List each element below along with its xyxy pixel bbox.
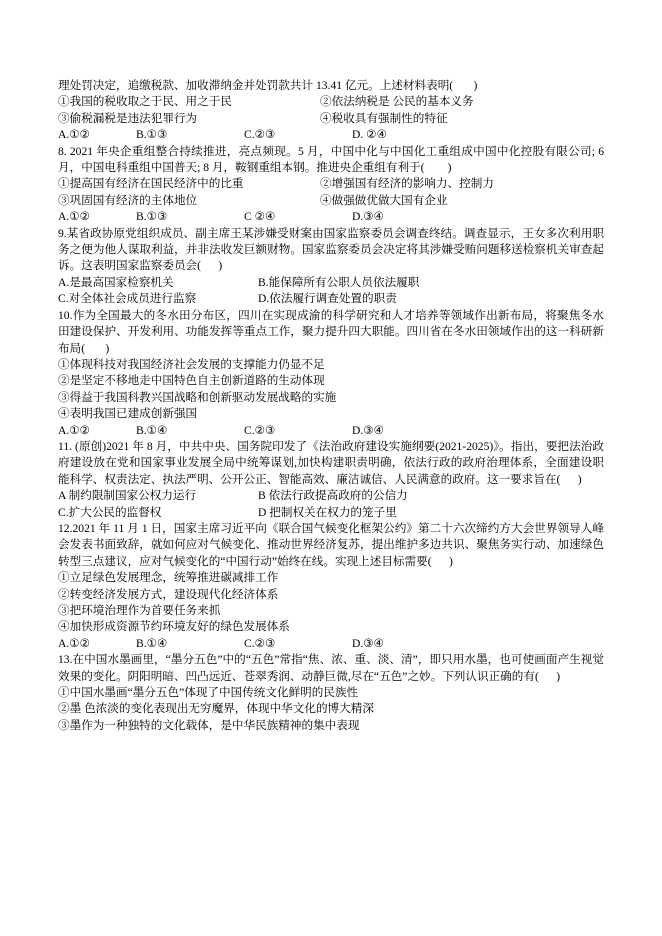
question-9-stem: 9.某省政协原党组织成员、副主席王某涉嫌受财案由国家监察委员会调查终结。调查显示，王女多次利用职务之便为他人谋取利益，并非法收发巨额财物。国家监察委员会决定将其涉嫌受贿问题移送检察机关审查起诉。这表明国家监察委员会( )	[58, 226, 604, 273]
question-13-option-3: ③墨作为一种独特的文化载体，是中华民族精神的集中表现	[58, 718, 360, 732]
choice-c: C.②③	[244, 423, 276, 437]
choice-a: A.是最高国家检察机关	[58, 275, 174, 289]
choice-d: D.③④	[352, 423, 385, 437]
choice-a: A.①②	[58, 636, 91, 650]
question-8-stem: 8. 2021 年央企重组整合持续推进，亮点频现。5 月，中国中化与中国化工重组成中国中化控股有限公司; 6 月，中国电科重组中国普天; 8 月，鞍钢重组本钢。推进央企重组有利于( )	[58, 144, 607, 175]
question-13-block	[58, 652, 604, 734]
question-9-choices-row-2	[58, 291, 604, 307]
question-9-choices-row-1	[58, 275, 604, 291]
choice-b: B.①③	[136, 210, 168, 224]
question-11-choices-row-1	[58, 488, 604, 504]
question-12-option-4: ④加快形成资源节约环境友好的绿色发展体系	[58, 620, 290, 634]
question-12-choices	[58, 636, 604, 652]
choice-c: C ②④	[244, 210, 276, 224]
option-3: ③巩固国有经济的主体地位	[58, 193, 198, 207]
question-13-option-1: ①中国水墨画“墨分五色”体现了中国传统文化鲜明的民族性	[58, 686, 359, 700]
option-2: ②依法纳税是 公民的基本义务	[320, 95, 474, 109]
question-7-stem: 理处罚决定，追缴税款、加收滞纳金并处罚款共计 13.41 亿元。上述材料表明( )	[58, 79, 478, 92]
question-7-options-row-1	[58, 94, 604, 110]
choice-b: B.①③	[136, 128, 168, 142]
choice-a: A 制约限制国家公权力运行	[58, 489, 197, 503]
choice-c: C.②③	[244, 636, 276, 650]
choice-b: B.①④	[136, 636, 168, 650]
question-10-option-2: ②是坚定不移地走中国特色自主创新道路的生动体现	[58, 374, 325, 388]
question-11-stem: 11. (原创)2021 年 8 月，中共中央、国务院印发了《法治政府建设实施纲要(2021-2025)》。指出，要把法治政府建设放在党和国家事业发展全局中统筹谋划,加快构建职责明确，依法行政的政府治理体系，全面建设职能科学、权责法定、执法严明、公开公正、智能高效、廉洁诚信、人民满意的政府。这一要求旨在( )	[58, 439, 604, 486]
question-13-stem: 13.在中国水墨画里，“墨分五色”中的“五色”常指“焦、浓、重、淡、清”，即只用水墨，也可使画面产生视觉效果的变化。阴阳明暗、凹凸远近、苍翠秀润、动静巨微,尽在“五色”之妙。下列认识正确的有( )	[58, 653, 604, 683]
question-8-block	[58, 144, 607, 226]
question-12-option-3: ③把环境治理作为首要任务来抓	[58, 604, 221, 617]
option-1: ①提高国有经济在国民经济中的比重	[58, 177, 244, 191]
option-2: ②增强国有经济的影响力、控制力	[320, 177, 494, 191]
choice-b: B.①④	[136, 423, 168, 437]
choice-d: D.③④	[352, 636, 385, 650]
choice-d: D. ②④	[352, 128, 387, 142]
option-3: ③偷税漏税是违法犯罪行为	[58, 111, 198, 125]
question-10-choices	[58, 423, 604, 439]
choice-b: B 依法行政提高政府的公信力	[258, 489, 408, 503]
question-12-stem: 12.2021 年 11 月 1 日，国家主席习近平向《联合国气候变化框架公约》第二十六次缔约方大会世界领导人峰会发表书面致辞，就如何应对气候变化、推动世界经济复苏，提出维护多边共识、聚焦务实行动、加速绿色转型三点建议，应对气候变化的“中国行动”始终在线。实现上述目标需要( )	[58, 521, 604, 568]
question-11-choices-row-2	[58, 505, 604, 521]
question-8-options-row-2	[58, 193, 604, 209]
question-12-block	[58, 521, 604, 652]
question-7-options-row-2	[58, 111, 604, 127]
question-9-block	[58, 226, 604, 308]
question-7-choices	[58, 127, 604, 143]
choice-c: C.扩大公民的监督权	[58, 505, 162, 519]
choice-c: C.②③	[244, 128, 276, 142]
option-4: ④税收具有强制性的特征	[320, 111, 448, 125]
question-12-option-1: ①立足绿色发展理念，统筹推进碳减排工作	[58, 571, 279, 585]
choice-d: D 把制权关在权力的笼子里	[258, 505, 397, 519]
choice-c: C.对全体社会成员进行监察	[58, 292, 197, 306]
choice-d: D.依法履行调查处置的职责	[258, 292, 397, 306]
question-11-block	[58, 439, 604, 521]
question-8-options-row-1	[58, 176, 604, 192]
question-8-choices	[58, 209, 604, 225]
option-1: ①我国的税收取之于民、用之于民	[58, 95, 232, 109]
question-10-option-4: ④表明我国已建成创新强国	[58, 407, 198, 421]
choice-d: D.③④	[352, 210, 385, 224]
question-12-option-2: ②转变经济发展方式，建设现代化经济体系	[58, 587, 279, 601]
question-13-option-2: ②墨 色浓淡的变化表现出无穷魔界，体现中华文化的博大精深	[58, 702, 374, 716]
question-10-block	[58, 308, 607, 439]
choice-a: A.①②	[58, 210, 91, 224]
choice-a: A.①②	[58, 423, 91, 437]
choice-b: B.能保障所有公职人员依法履职	[258, 275, 420, 289]
question-10-option-3: ③得益于我国科教兴国战略和创新驱动发展战略的实施	[58, 390, 337, 404]
question-10-option-1: ①体现科技对我国经济社会发展的支撑能力仍显不足	[58, 357, 325, 371]
question-7-block	[58, 78, 604, 144]
question-10-stem: 10.作为全国最大的冬水田分布区，四川在实现成渝的科学研究和人才培养等领域作出新布局，将聚焦冬水田建设保护、开发利用、功能发挥等重点工作，聚力提升四大职能。四川省在冬水田领域作出的这一科研新 布局( )	[58, 308, 607, 355]
option-4: ④做强做优做大国有企业	[320, 193, 448, 207]
choice-a: A.①②	[58, 128, 91, 142]
